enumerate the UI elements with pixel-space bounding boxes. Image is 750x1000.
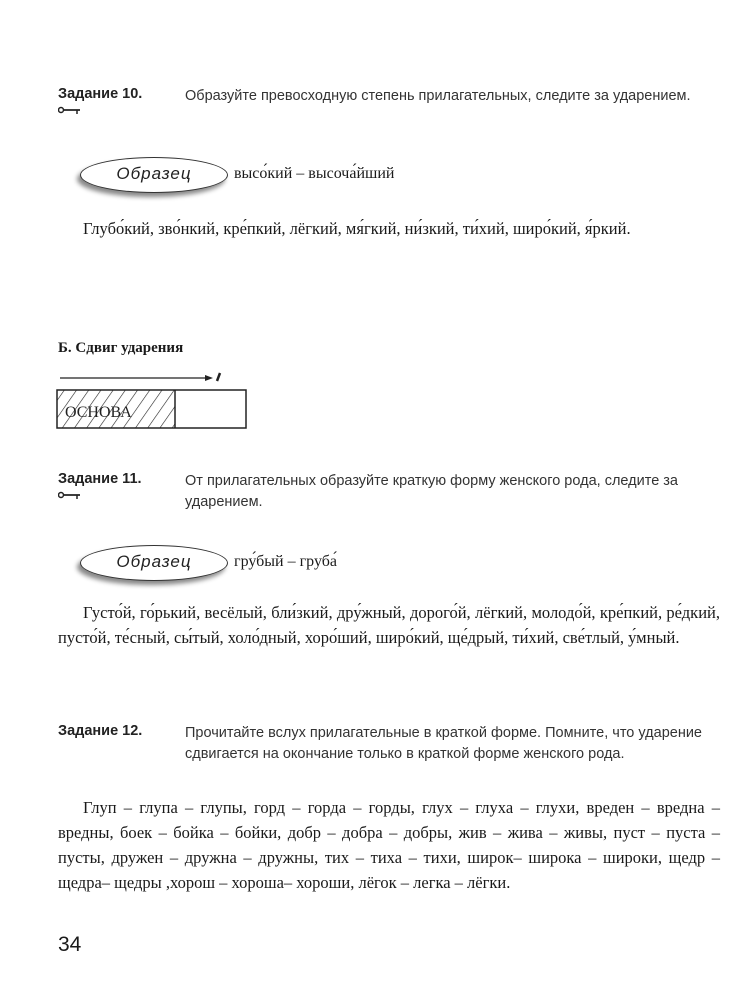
exercise-words: Глуп – глупа – глупы, горд – горда – горды, глух – глуха – глухи, вреден – вредна – вредны, боек – бойка – бойки, добр – добра – добры, жив – жива – живы, пуст – пуста – пусты, дружен – дружна – дружны, тих – тиха – тихи, широк– широка – широки, щедр – щедра– щедры ,хорош – хороша– хороши, лёгок – легка – лёгки. bbox=[58, 798, 720, 892]
task-11 bbox=[58, 471, 720, 513]
task-12 bbox=[58, 723, 720, 765]
sample-box bbox=[80, 545, 580, 585]
task-label: Задание 12. bbox=[58, 723, 143, 739]
exercise-words: Глубо́кий, зво́нкий, кре́пкий, лёгкий, мя́гкий, ни́зкий, ти́хий, широ́кий, я́ркий. bbox=[83, 219, 631, 238]
sample-label: Образец bbox=[80, 545, 228, 581]
key-icon bbox=[58, 491, 82, 501]
task-instruction: Прочитайте вслух прилагательные в краткой форме. Помните, что ударение сдвигается на окончание только в краткой форме женского рода. bbox=[185, 725, 702, 762]
task-label: Задание 10. bbox=[58, 86, 143, 102]
exercise-words: Густо́й, го́рький, весёлый, бли́зкий, дру́жный, дорого́й, лёгкий, молодо́й, кре́пкий, ре́дкий, пусто́й, те́сный, сы́тый, холо́дный, хоро́ший, широ́кий, ще́дрый, ти́хий, све́тлый, у́мный. bbox=[58, 603, 720, 647]
task-label: Задание 11. bbox=[58, 471, 142, 487]
task-instruction: Образуйте превосходную степень прилагательных, следите за ударением. bbox=[185, 88, 691, 104]
section-title: Б. Сдвиг ударения bbox=[58, 340, 184, 356]
sample-text: гру́бый – груба́ bbox=[234, 553, 337, 570]
sample-box bbox=[80, 157, 580, 197]
diagram-label: ОСНОВА bbox=[65, 404, 132, 421]
sample-text: высо́кий – высоча́йший bbox=[234, 165, 395, 182]
stress-shift-diagram bbox=[55, 368, 255, 432]
task-10 bbox=[58, 86, 720, 107]
sample-label: Образец bbox=[80, 157, 228, 193]
task-instruction: От прилагательных образуйте краткую форму женского рода, следите за ударением. bbox=[185, 473, 678, 510]
key-icon bbox=[58, 106, 82, 116]
page-number: 34 bbox=[58, 933, 82, 956]
